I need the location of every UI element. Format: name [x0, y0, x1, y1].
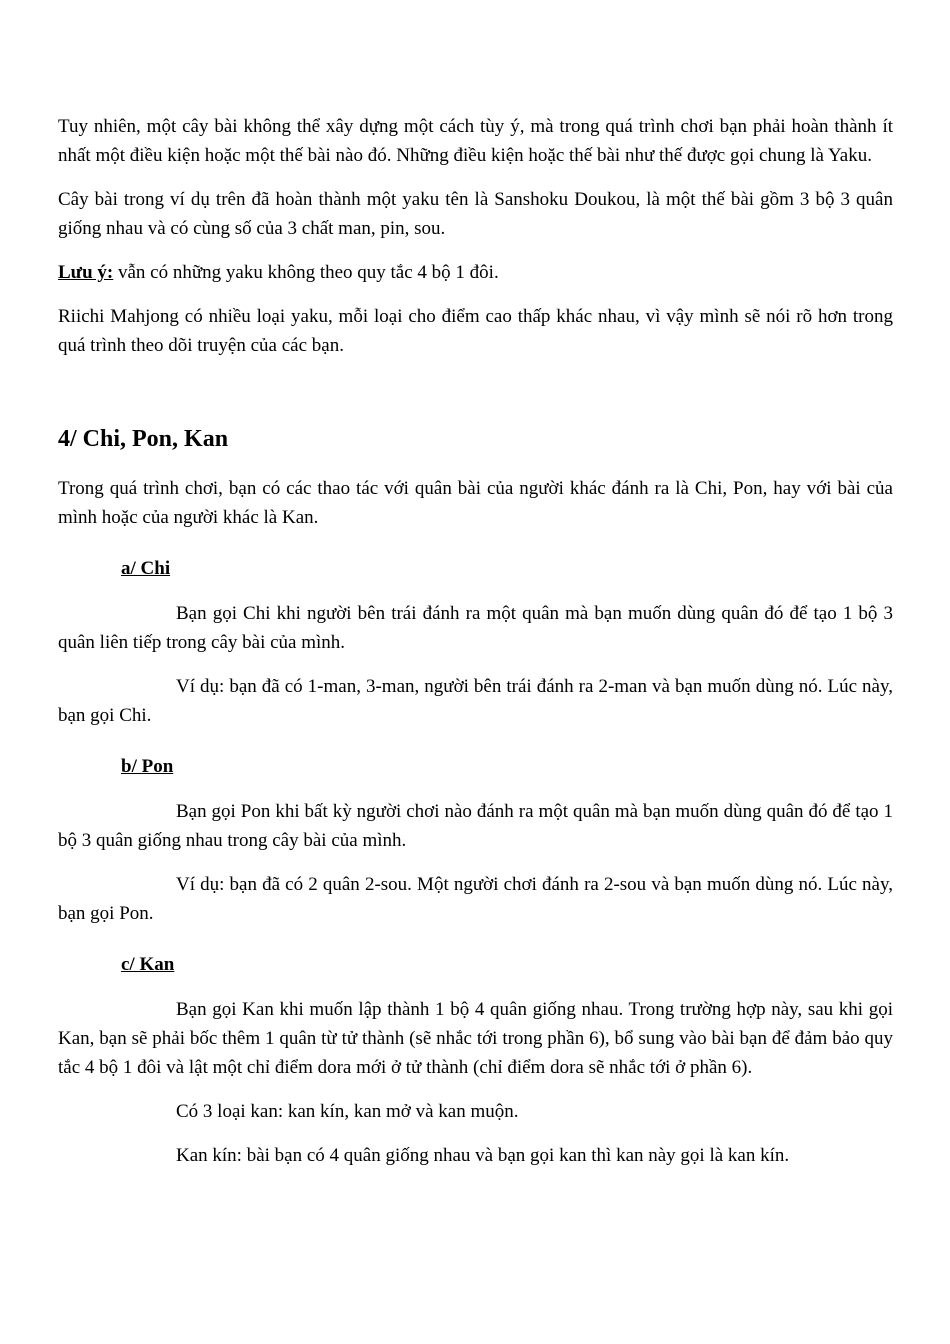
section-heading-chi-pon-kan: 4/ Chi, Pon, Kan	[58, 426, 229, 452]
paragraph-note	[58, 258, 893, 287]
note-body-text: vẫn có những yaku không theo quy tắc 4 bộ 1 đôi.	[117, 262, 499, 283]
note-lead-label: Lưu ý:	[58, 262, 114, 283]
paragraph-chi-desc: Bạn gọi Chi khi người bên trái đánh ra một quân mà bạn muốn dùng quân đó để tạo 1 bộ 3 quân liên tiếp trong cây bài của mình.	[58, 603, 893, 653]
paragraph-yaku-intro: Tuy nhiên, một cây bài không thể xây dựng một cách tùy ý, mà trong quá trình chơi bạn phải hoàn thành ít nhất một điều kiện hoặc một thế bài nào đó. Những điều kiện hoặc thế bài như thế được gọi chung là Yaku.	[58, 116, 893, 166]
paragraph-chi-example: Ví dụ: bạn đã có 1-man, 3-man, người bên trái đánh ra 2-man và bạn muốn dùng nó. Lúc này, bạn gọi Chi.	[58, 676, 893, 726]
paragraph-pon-desc: Bạn gọi Pon khi bất kỳ người chơi nào đánh ra một quân mà bạn muốn dùng quân đó để tạo 1 bộ 3 quân giống nhau trong cây bài của mình.	[58, 801, 893, 851]
subsection-heading-pon	[121, 752, 893, 781]
paragraph-kan-closed: Kan kín: bài bạn có 4 quân giống nhau và bạn gọi kan thì kan này gọi là kan kín.	[176, 1145, 790, 1166]
paragraph-kan-types: Có 3 loại kan: kan kín, kan mở và kan muộn.	[176, 1101, 519, 1122]
subsection-heading-kan	[121, 950, 893, 979]
paragraph-riichi-variety: Riichi Mahjong có nhiều loại yaku, mỗi loại cho điểm cao thấp khác nhau, vì vậy mình sẽ nói rõ hơn trong quá trình theo dõi truyện của các bạn.	[58, 306, 893, 356]
subsection-heading-chi	[121, 554, 893, 583]
paragraph-kan-desc: Bạn gọi Kan khi muốn lập thành 1 bộ 4 quân giống nhau. Trong trường hợp này, sau khi gọi Kan, bạn sẽ phải bốc thêm 1 quân từ tử thành (sẽ nhắc tới trong phần 6), bổ sung vào bài bạn để đảm bảo quy tắc 4 bộ 1 đôi và lật một chỉ điểm dora mới ở tử thành (chỉ điểm dora sẽ nhắc tới ở phần 6).	[58, 999, 893, 1078]
subsection-heading-kan-label: c/ Kan	[121, 954, 175, 975]
paragraph-sanshoku: Cây bài trong ví dụ trên đã hoàn thành một yaku tên là Sanshoku Doukou, là một thế bài gồm 3 bộ 3 quân giống nhau và có cùng số của 3 chất man, pin, sou.	[58, 189, 893, 239]
subsection-heading-pon-label: b/ Pon	[121, 756, 174, 777]
paragraph-pon-example: Ví dụ: bạn đã có 2 quân 2-sou. Một người chơi đánh ra 2-sou và bạn muốn dùng nó. Lúc này, bạn gọi Pon.	[58, 874, 893, 924]
paragraph-section4-intro: Trong quá trình chơi, bạn có các thao tác với quân bài của người khác đánh ra là Chi, Pon, hay với bài của mình hoặc của người khác là Kan.	[58, 478, 893, 528]
subsection-heading-chi-label: a/ Chi	[121, 558, 171, 579]
